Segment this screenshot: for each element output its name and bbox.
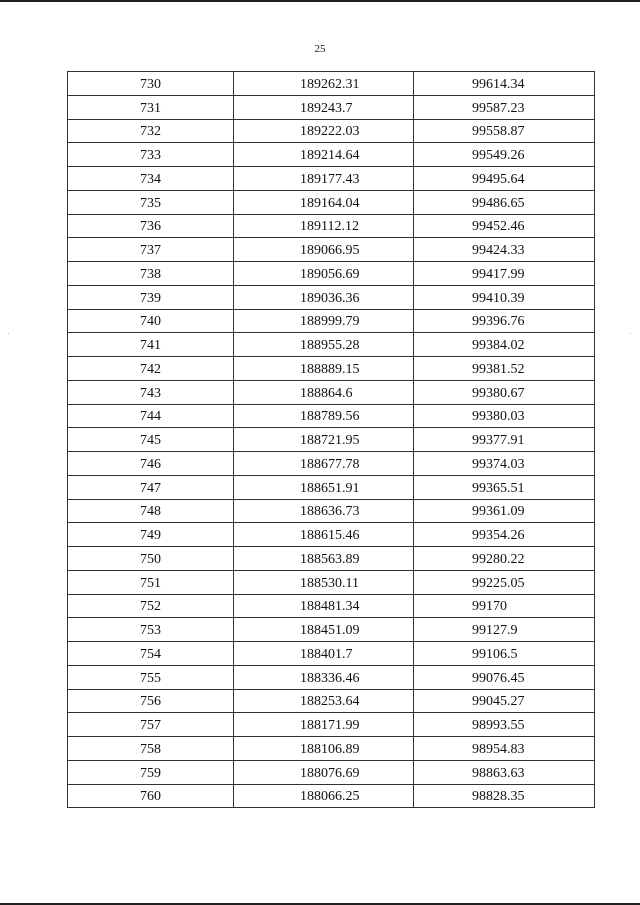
point-number-cell: 739 xyxy=(68,285,234,309)
x-coordinate-cell: 189056.69 xyxy=(234,262,414,286)
table-row xyxy=(68,642,595,666)
table-row xyxy=(68,357,595,381)
point-number-cell: 738 xyxy=(68,262,234,286)
y-coordinate-cell: 99361.09 xyxy=(414,499,595,523)
point-number-cell: 731 xyxy=(68,95,234,119)
y-coordinate-cell: 99424.33 xyxy=(414,238,595,262)
y-coordinate-cell: 99587.23 xyxy=(414,95,595,119)
point-number-cell: 758 xyxy=(68,737,234,761)
x-coordinate-cell: 188066.25 xyxy=(234,784,414,808)
x-coordinate-cell: 188864.6 xyxy=(234,380,414,404)
y-coordinate-cell: 99396.76 xyxy=(414,309,595,333)
y-coordinate-cell: 99170 xyxy=(414,594,595,618)
point-number-cell: 741 xyxy=(68,333,234,357)
point-number-cell: 752 xyxy=(68,594,234,618)
y-coordinate-cell: 99417.99 xyxy=(414,262,595,286)
y-coordinate-cell: 99354.26 xyxy=(414,523,595,547)
table-row xyxy=(68,309,595,333)
table-row xyxy=(68,72,595,96)
x-coordinate-cell: 189222.03 xyxy=(234,119,414,143)
point-number-cell: 748 xyxy=(68,499,234,523)
x-coordinate-cell: 188106.89 xyxy=(234,737,414,761)
point-number-cell: 744 xyxy=(68,404,234,428)
point-number-cell: 734 xyxy=(68,167,234,191)
y-coordinate-cell: 99127.9 xyxy=(414,618,595,642)
x-coordinate-cell: 189243.7 xyxy=(234,95,414,119)
point-number-cell: 747 xyxy=(68,475,234,499)
x-coordinate-cell: 188889.15 xyxy=(234,357,414,381)
table-row xyxy=(68,285,595,309)
point-number-cell: 757 xyxy=(68,713,234,737)
y-coordinate-cell: 99377.91 xyxy=(414,428,595,452)
coordinate-table-container xyxy=(67,71,594,808)
y-coordinate-cell: 99225.05 xyxy=(414,570,595,594)
y-coordinate-cell: 99381.52 xyxy=(414,357,595,381)
y-coordinate-cell: 99280.22 xyxy=(414,547,595,571)
point-number-cell: 735 xyxy=(68,190,234,214)
table-row xyxy=(68,380,595,404)
point-number-cell: 737 xyxy=(68,238,234,262)
point-number-cell: 733 xyxy=(68,143,234,167)
y-coordinate-cell: 99384.02 xyxy=(414,333,595,357)
y-coordinate-cell: 99380.67 xyxy=(414,380,595,404)
table-row xyxy=(68,618,595,642)
table-row xyxy=(68,428,595,452)
point-number-cell: 743 xyxy=(68,380,234,404)
x-coordinate-cell: 188451.09 xyxy=(234,618,414,642)
table-row xyxy=(68,333,595,357)
x-coordinate-cell: 188253.64 xyxy=(234,689,414,713)
x-coordinate-cell: 189112.12 xyxy=(234,214,414,238)
y-coordinate-cell: 99452.46 xyxy=(414,214,595,238)
table-row xyxy=(68,262,595,286)
x-coordinate-cell: 188955.28 xyxy=(234,333,414,357)
margin-mark-left xyxy=(8,333,9,334)
table-row xyxy=(68,499,595,523)
y-coordinate-cell: 99076.45 xyxy=(414,665,595,689)
table-row xyxy=(68,119,595,143)
x-coordinate-cell: 189214.64 xyxy=(234,143,414,167)
point-number-cell: 742 xyxy=(68,357,234,381)
y-coordinate-cell: 99549.26 xyxy=(414,143,595,167)
x-coordinate-cell: 188530.11 xyxy=(234,570,414,594)
x-coordinate-cell: 188789.56 xyxy=(234,404,414,428)
table-row xyxy=(68,713,595,737)
point-number-cell: 730 xyxy=(68,72,234,96)
table-row xyxy=(68,404,595,428)
x-coordinate-cell: 188481.34 xyxy=(234,594,414,618)
point-number-cell: 736 xyxy=(68,214,234,238)
point-number-cell: 751 xyxy=(68,570,234,594)
x-coordinate-cell: 189036.36 xyxy=(234,285,414,309)
point-number-cell: 749 xyxy=(68,523,234,547)
x-coordinate-cell: 189262.31 xyxy=(234,72,414,96)
y-coordinate-cell: 99495.64 xyxy=(414,167,595,191)
table-row xyxy=(68,760,595,784)
table-row xyxy=(68,547,595,571)
y-coordinate-cell: 99365.51 xyxy=(414,475,595,499)
point-number-cell: 740 xyxy=(68,309,234,333)
x-coordinate-cell: 188336.46 xyxy=(234,665,414,689)
x-coordinate-cell: 188636.73 xyxy=(234,499,414,523)
y-coordinate-cell: 99558.87 xyxy=(414,119,595,143)
point-number-cell: 756 xyxy=(68,689,234,713)
x-coordinate-cell: 189066.95 xyxy=(234,238,414,262)
table-row xyxy=(68,570,595,594)
x-coordinate-cell: 188721.95 xyxy=(234,428,414,452)
table-row xyxy=(68,475,595,499)
table-row xyxy=(68,143,595,167)
table-row xyxy=(68,784,595,808)
x-coordinate-cell: 188563.89 xyxy=(234,547,414,571)
point-number-cell: 753 xyxy=(68,618,234,642)
x-coordinate-cell: 188171.99 xyxy=(234,713,414,737)
table-row xyxy=(68,167,595,191)
y-coordinate-cell: 98993.55 xyxy=(414,713,595,737)
x-coordinate-cell: 189177.43 xyxy=(234,167,414,191)
y-coordinate-cell: 99106.5 xyxy=(414,642,595,666)
x-coordinate-cell: 188401.7 xyxy=(234,642,414,666)
y-coordinate-cell: 99614.34 xyxy=(414,72,595,96)
x-coordinate-cell: 188615.46 xyxy=(234,523,414,547)
x-coordinate-cell: 188076.69 xyxy=(234,760,414,784)
point-number-cell: 746 xyxy=(68,452,234,476)
point-number-cell: 760 xyxy=(68,784,234,808)
point-number-cell: 745 xyxy=(68,428,234,452)
table-row xyxy=(68,689,595,713)
y-coordinate-cell: 98954.83 xyxy=(414,737,595,761)
x-coordinate-cell: 189164.04 xyxy=(234,190,414,214)
y-coordinate-cell: 98863.63 xyxy=(414,760,595,784)
table-row xyxy=(68,523,595,547)
table-row xyxy=(68,737,595,761)
x-coordinate-cell: 188999.79 xyxy=(234,309,414,333)
table-row xyxy=(68,95,595,119)
table-row xyxy=(68,238,595,262)
point-number-cell: 750 xyxy=(68,547,234,571)
table-row xyxy=(68,452,595,476)
table-row xyxy=(68,214,595,238)
table-row xyxy=(68,665,595,689)
y-coordinate-cell: 99380.03 xyxy=(414,404,595,428)
x-coordinate-cell: 188677.78 xyxy=(234,452,414,476)
x-coordinate-cell: 188651.91 xyxy=(234,475,414,499)
y-coordinate-cell: 99410.39 xyxy=(414,285,595,309)
point-number-cell: 755 xyxy=(68,665,234,689)
y-coordinate-cell: 98828.35 xyxy=(414,784,595,808)
point-number-cell: 759 xyxy=(68,760,234,784)
point-number-cell: 754 xyxy=(68,642,234,666)
coordinate-table xyxy=(67,71,595,808)
table-row xyxy=(68,594,595,618)
point-number-cell: 732 xyxy=(68,119,234,143)
margin-mark-right xyxy=(630,333,631,334)
page-number: 25 xyxy=(314,43,326,55)
table-row xyxy=(68,190,595,214)
table-body xyxy=(68,72,595,808)
y-coordinate-cell: 99374.03 xyxy=(414,452,595,476)
y-coordinate-cell: 99486.65 xyxy=(414,190,595,214)
y-coordinate-cell: 99045.27 xyxy=(414,689,595,713)
